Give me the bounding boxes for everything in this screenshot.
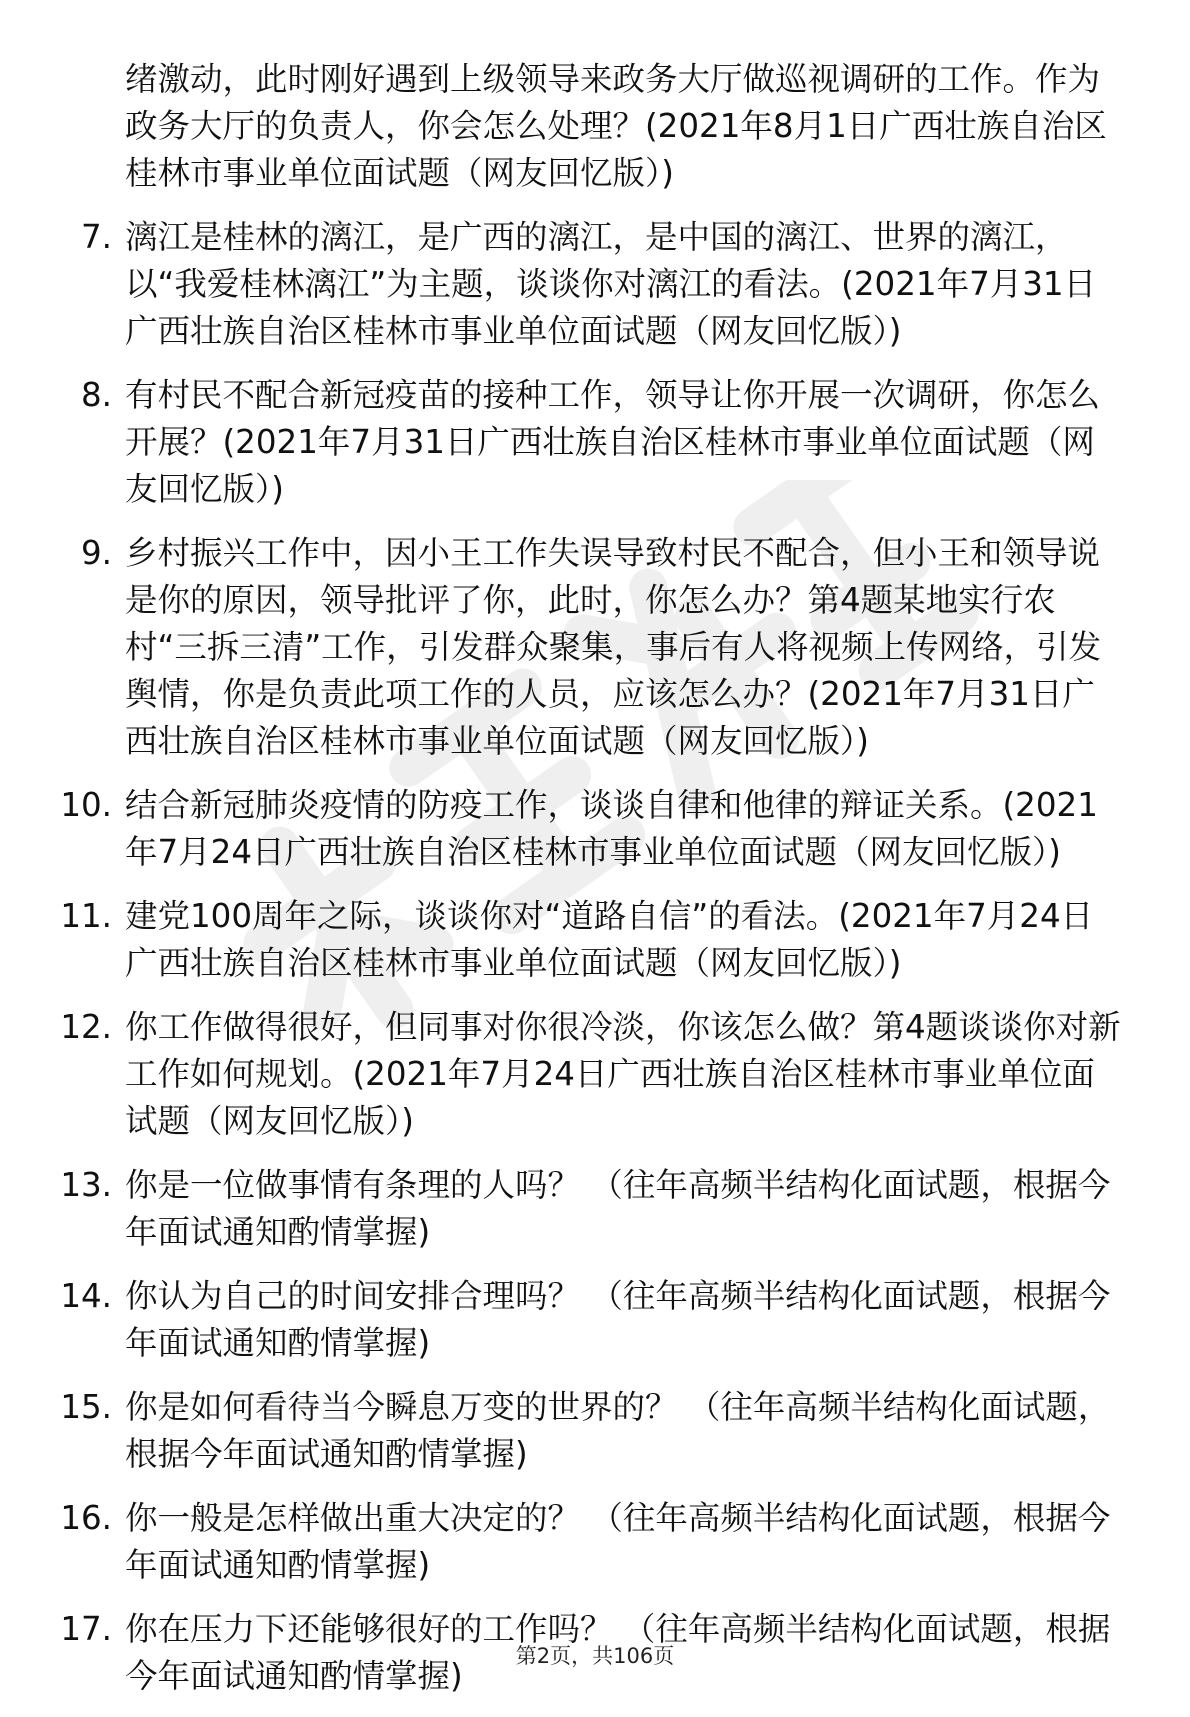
question-item — [0, 1162, 1125, 1256]
question-item — [0, 1004, 1125, 1145]
question-number: 10. — [60, 786, 112, 824]
question-number: 15. — [60, 1388, 112, 1426]
question-text: 你一般是怎样做出重大决定的？ （往年高频半结构化面试题，根据今年面试通知酌情掌握) — [125, 1499, 1111, 1584]
question-number: 13. — [60, 1166, 112, 1204]
question-text: 你在压力下还能够很好的工作吗？ （往年高频半结构化面试题，根据今年面试通知酌情掌握) — [125, 1610, 1111, 1695]
question-item — [0, 372, 1125, 513]
question-text: 你是一位做事情有条理的人吗？ （往年高频半结构化面试题，根据今年面试通知酌情掌握) — [125, 1166, 1111, 1251]
question-list — [0, 56, 1190, 1717]
question-item — [0, 1273, 1125, 1367]
question-text: 漓江是桂林的漓江，是广西的漓江，是中国的漓江、世界的漓江，以“我爱桂林漓江”为主题，谈谈你对漓江的看法。(2021年7月31日广西壮族自治区桂林市事业单位面试题（网友回忆版）) — [125, 218, 1097, 350]
question-item — [0, 1495, 1125, 1589]
question-item — [0, 1384, 1125, 1478]
question-text: 结合新冠肺炎疫情的防疫工作，谈谈自律和他律的辩证关系。(2021年7月24日广西壮族自治区桂林市事业单位面试题（网友回忆版）) — [125, 786, 1098, 871]
question-number: 17. — [60, 1610, 112, 1648]
question-text: 建党100周年之际，谈谈你对“道路自信”的看法。(2021年7月24日广西壮族自治区桂林市事业单位面试题（网友回忆版）) — [125, 897, 1094, 982]
question-number: 12. — [60, 1008, 112, 1046]
question-text: 乡村振兴工作中，因小王工作失误导致村民不配合，但小王和领导说是你的原因，领导批评了你，此时，你怎么办？第4题某地实行农村“三拆三清”工作，引发群众聚集，事后有人将视频上传网络，引发舆情，你是负责此项工作的人员，应该怎么办？(2021年7月31日广西壮族自治区桂林市事业单位面试题（网友回忆版）) — [125, 534, 1102, 760]
question-number: 8. — [80, 376, 112, 414]
page-footer: 第2页，共106页 — [515, 1644, 675, 1668]
question-text: 你工作做得很好，但同事对你很冷淡，你该怎么做？第4题谈谈你对新工作如何规划。(2021年7月24日广西壮族自治区桂林市事业单位面试题（网友回忆版）) — [125, 1008, 1121, 1140]
question-number: 7. — [80, 218, 112, 256]
question-item — [0, 56, 1125, 197]
question-item — [0, 530, 1125, 765]
question-number: 14. — [60, 1277, 112, 1315]
question-item — [0, 782, 1125, 876]
question-item — [0, 214, 1125, 355]
question-text: 有村民不配合新冠疫苗的接种工作，领导让你开展一次调研，你怎么开展？(2021年7月31日广西壮族自治区桂林市事业单位面试题（网友回忆版）) — [125, 376, 1101, 508]
question-text: 你是如何看待当今瞬息万变的世界的？ （往年高频半结构化面试题，根据今年面试通知酌情掌握) — [125, 1388, 1111, 1473]
question-number: 16. — [60, 1499, 112, 1537]
question-text: 绪激动，此时刚好遇到上级领导来政务大厅做巡视调研的工作。作为政务大厅的负责人，你会怎么处理？(2021年8月1日广西壮族自治区桂林市事业单位面试题（网友回忆版）) — [125, 60, 1107, 192]
question-text: 你认为自己的时间安排合理吗？ （往年高频半结构化面试题，根据今年面试通知酌情掌握) — [125, 1277, 1111, 1362]
question-number: 11. — [60, 897, 112, 935]
question-item — [0, 893, 1125, 987]
question-number: 9. — [80, 534, 112, 572]
